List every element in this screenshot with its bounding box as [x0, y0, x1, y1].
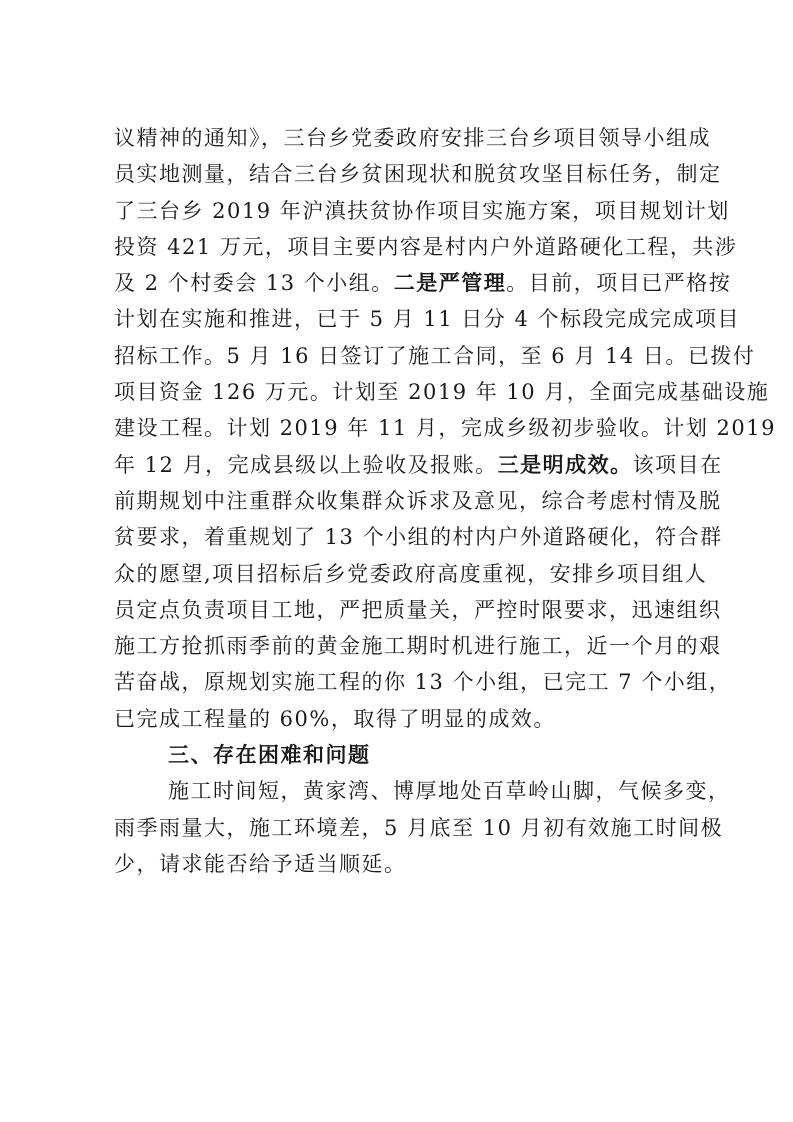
text-line: 员实地测量，结合三台乡贫困现状和脱贫攻坚目标任务，制定	[114, 162, 722, 187]
text-run: 及 2 个村委会 13 个小组。	[114, 271, 394, 296]
section-heading: 三、存在困难和问题	[168, 743, 371, 768]
text-line: 计划在实施和推进，已于 5 月 11 日分 4 个标段完成完成项目	[114, 307, 740, 332]
text-line: 贫要求，着重规划了 13 个小组的村内户外道路硬化，符合群	[114, 525, 723, 550]
text-line	[114, 265, 732, 301]
text-line: 施工方抢抓雨季前的黄金施工期时机进行施工，近一个月的艰	[114, 634, 722, 659]
text-line: 项目资金 126 万元。计划至 2019 年 10 月，全面完成基础设施	[114, 380, 770, 405]
paragraph-progress	[114, 120, 776, 737]
text-line: 已完成工程量的 60%，取得了明显的成效。	[114, 706, 556, 731]
text-line: 众的愿望,项目招标后乡党委政府高度重视，安排乡项目组人	[114, 561, 708, 586]
text-line: 雨季雨量大，施工环境差，5 月底至 10 月初有效施工时间极	[114, 815, 724, 840]
text-run: 年 12 月，完成县级以上验收及报账。	[114, 452, 498, 477]
text-line: 招标工作。5 月 16 日签订了施工合同，至 6 月 14 日。已拨付	[114, 343, 756, 368]
bold-keyword-clear-results: 三是明成效。	[497, 452, 633, 477]
text-run: 。目前，项目已严格按	[506, 271, 732, 296]
text-line: 前期规划中注重群众收集群众诉求及意见，综合考虑村情及脱	[114, 488, 722, 513]
bold-keyword-strict-management: 二是严管理	[393, 271, 507, 296]
text-line: 少，请求能否给予适当顺延。	[114, 851, 407, 876]
text-run: 该项目在	[632, 452, 723, 477]
text-line	[114, 447, 723, 483]
text-line: 了三台乡 2019 年沪滇扶贫协作项目实施方案，项目规划计划	[114, 198, 730, 223]
text-line: 建设工程。计划 2019 年 11 月，完成乡级初步验收。计划 2019	[114, 416, 776, 441]
document-page	[114, 120, 776, 882]
text-line: 施工时间短，黄家湾、博厚地处百草岭山脚，气候多变，	[168, 779, 731, 804]
text-line: 员定点负责项目工地，严把质量关，严控时限要求，迅速组织	[114, 597, 722, 622]
text-line: 苦奋战，原规划实施工程的你 13 个小组，已完工 7 个小组，	[114, 670, 732, 695]
text-line: 议精神的通知》，三台乡党委政府安排三台乡项目领导小组成	[114, 126, 711, 150]
text-line: 投资 421 万元，项目主要内容是村内户外道路硬化工程，共涉	[114, 234, 738, 259]
paragraph-difficulties	[114, 773, 731, 882]
